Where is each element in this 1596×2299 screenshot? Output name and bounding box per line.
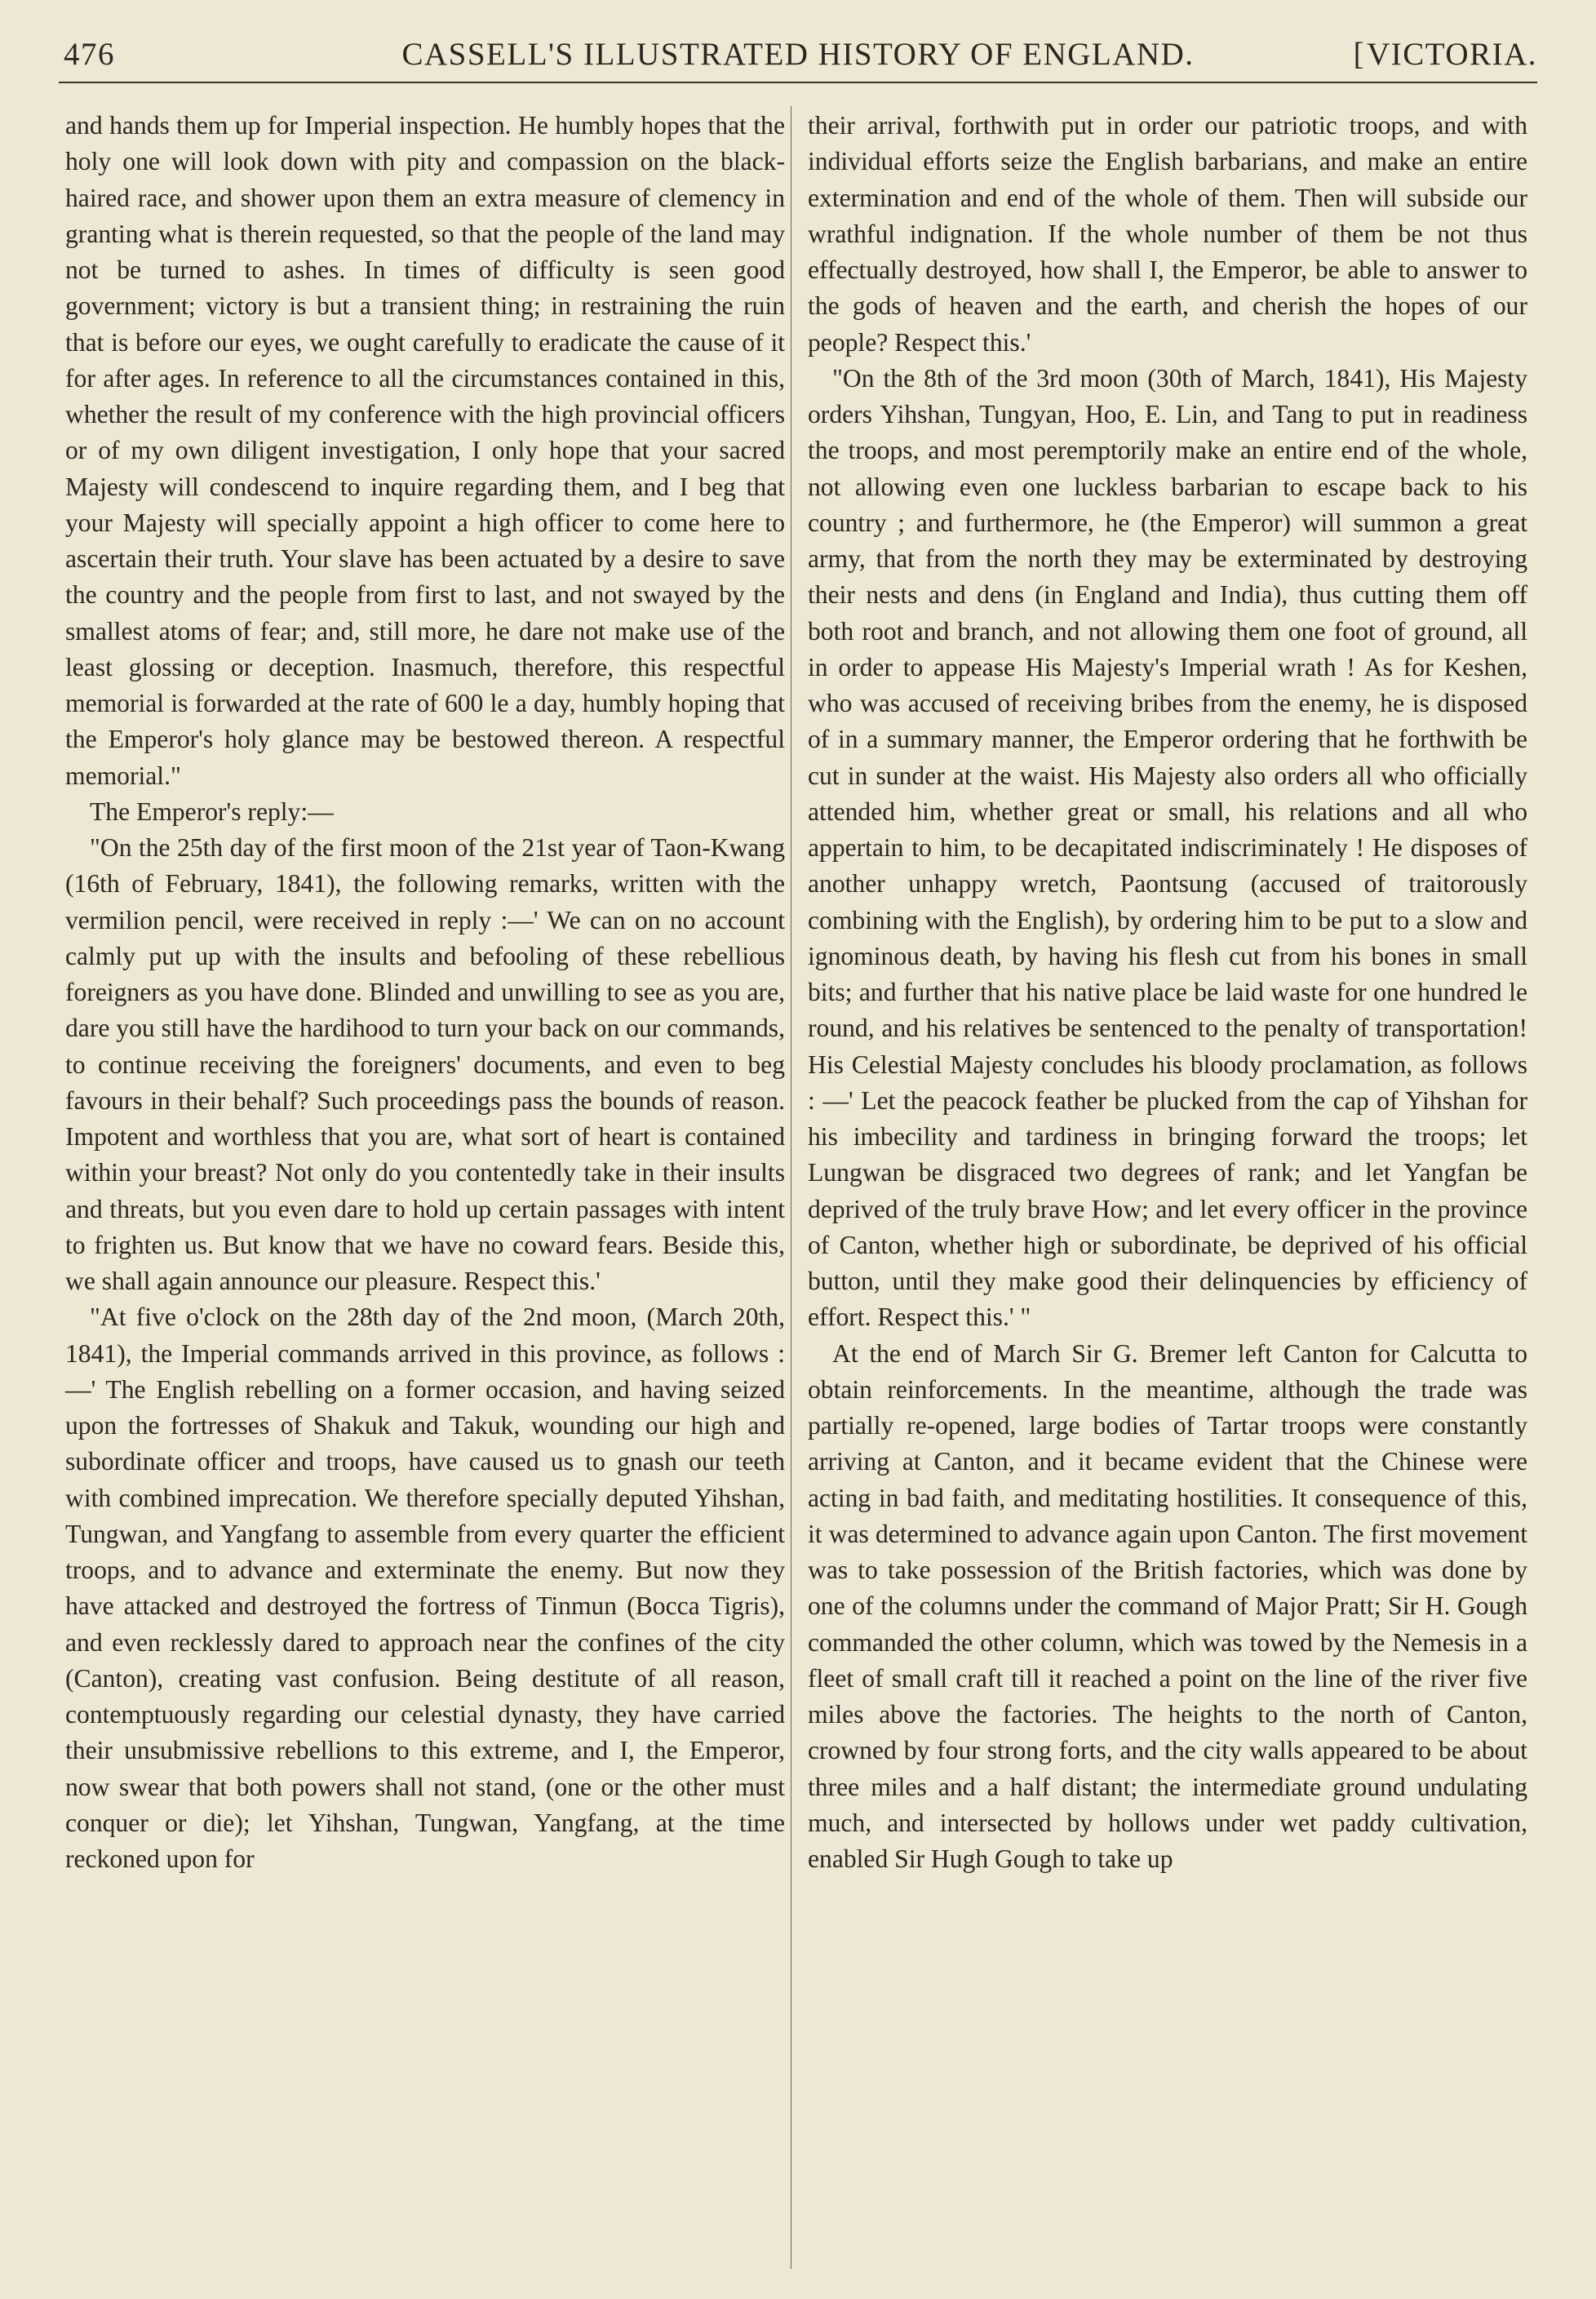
- paragraph: their arrival, forthwith put in order our patriotic troops, and with individual efforts seize the English barbarians, and make an entire extermination and end of the whole of them. Then will subside our wrathful indignation. If the whole number of them be not thus effectually destroyed, how shall I, the Emperor, be able to answer to the gods of heaven and the earth, and cherish the hopes of our people? Respect this.': [808, 111, 1527, 357]
- right-column: [808, 108, 1527, 1877]
- paragraph: "At five o'clock on the 28th day of the 2nd moon, (March 20th, 1841), the Imperial commands arrived in this province, as follows :—' The English rebelling on a former occasion, and having seized upon the fortresses of Shakuk and Takuk, wounding our high and subordinate officer and troops, have caused us to gnash our teeth with combined imprecation. We therefore specially deputed Yihshan, Tungwan, and Yangfang to assemble from every quarter the efficient troops, and to advance and exterminate the enemy. But now they have attacked and destroyed the fortress of Tinmun (Bocca Tigris), and even recklessly dared to approach near the confines of the city (Canton), creating vast confusion. Being destitute of all reason, contemptuously regarding our celestial dynasty, they have carried their unsubmissive rebellions to this extreme, and I, the Emperor, now swear that both powers shall not stand, (one or the other must conquer or die); let Yihshan, Tungwan, Yangfang, at the time reckoned upon for: [65, 1303, 785, 1873]
- section-name: VICTORIA.: [1367, 37, 1537, 72]
- header-rule: [59, 82, 1537, 83]
- left-column: [65, 108, 785, 1877]
- page-number: 476: [64, 37, 115, 72]
- paragraph: The Emperor's reply:—: [90, 797, 334, 826]
- paragraph: At the end of March Sir G. Bremer left Canton for Calcutta to obtain reinforcements. In the meantime, although the trade was partially re-opened, large bodies of Tartar troops were constantly arriving at Canton, and it became evident that the Chinese were acting in bad faith, and meditating hostilities. It consequence of this, it was determined to advance again upon Canton. The first movement was to take possession of the British factories, which was done by one of the columns under the command of Major Pratt; Sir H. Gough commanded the other column, which was towed by the Nemesis in a fleet of small craft till it reached a point on the line of the river five miles above the factories. The heights to the north of Canton, crowned by four strong forts, and the city walls appeared to be about three miles and a half distant; the intermediate ground undulating much, and intersected by hollows under wet paddy cultivation, enabled Sir Hugh Gough to take up: [808, 1338, 1527, 1873]
- running-title: CASSELL'S ILLUSTRATED HISTORY OF ENGLAND.: [401, 37, 1195, 72]
- paragraph: "On the 8th of the 3rd moon (30th of March, 1841), His Majesty orders Yihshan, Tungyan, Hoo, E. Lin, and Tang to put in readiness the troops, and most peremptorily make an entire end of the whole, not allowing even one luckless barbarian to escape back to his country ; and furthermore, he (the Emperor) will summon a great army, that from the north they may be exterminated by destroying their nests and dens (in England and India), thus cutting them off both root and branch, and not allowing them one foot of ground, all in order to appease His Majesty's Imperial wrath ! As for Keshen, who was accused of receiving bribes from the enemy, he is disposed of in a summary manner, the Emperor ordering that he forthwith be cut in sunder at the waist. His Majesty also orders all who officially attended him, whether great or small, his relations and all who appertain to him, to be decapitated indiscriminately ! He disposes of another unhappy wretch, Paontsung (accused of traitorously combining with the English), by ordering him to be put to a slow and ignominous death, by having his flesh cut from his bones in small bits; and further that his native place be laid waste for one hundred le round, and his relatives be sentenced to the penalty of transportation! His Celestial Majesty concludes his bloody proclamation, as follows : —' Let the peacock feather be plucked from the cap of Yihshan for his imbecility and tardiness in bringing forward the troops; let Lungwan be disgraced two degrees of rank; and let Yangfan be deprived of the truly brave How; and let every officer in the province of Canton, whether high or subordinate, be deprived of his official button, until they make good their delinquencies by efficiency of effort. Respect this.' ": [808, 363, 1527, 1332]
- paragraph: and hands them up for Imperial inspection. He humbly hopes that the holy one will look down with pity and compassion on the black-haired race, and shower upon them an extra measure of clemency in granting what is therein requested, so that the people of the land may not be turned to ashes. In times of difficulty is seen good government; victory is but a transient thing; in restraining the ruin that is before our eyes, we ought carefully to eradicate the cause of it for after ages. In reference to all the circumstances contained in this, whether the result of my conference with the high provincial officers or of my own diligent investigation, I only hope that your sacred Majesty will condescend to inquire regarding them, and I beg that your Majesty will specially appoint a high officer to come here to ascertain their truth. Your slave has been actuated by a desire to save the country and the people from first to last, and not swayed by the smallest atoms of fear; and, still more, he dare not make use of the least glossing or deception. Inasmuch, therefore, this respectful memorial is forwarded at the rate of 600 le a day, humbly hoping that the Emperor's holy glance may be bestowed thereon. A respectful memorial.": [65, 111, 785, 790]
- running-header: [59, 31, 1537, 80]
- section-bracket: [: [1353, 37, 1366, 72]
- section-label: [1354, 36, 1537, 73]
- paragraph: "On the 25th day of the first moon of the 21st year of Taon-Kwang (16th of February, 1841), the following remarks, written with the vermilion pencil, were received in reply :—' We can on no account calmly put up with the insults and befooling of these rebellious foreigners as you have done. Blinded and unwilling to see as you are, dare you still have the hardihood to turn your back on our commands, to continue receiving the foreigners' documents, and even to beg favours in their behalf? Such proceedings pass the bounds of reason. Impotent and worthless that you are, what sort of heart is contained within your breast? Not only do you contentedly take in their insults and threats, but you even dare to hold up certain passages with intent to frighten us. But know that we have no coward fears. Beside this, we shall again announce our pleasure. Respect this.': [65, 833, 785, 1295]
